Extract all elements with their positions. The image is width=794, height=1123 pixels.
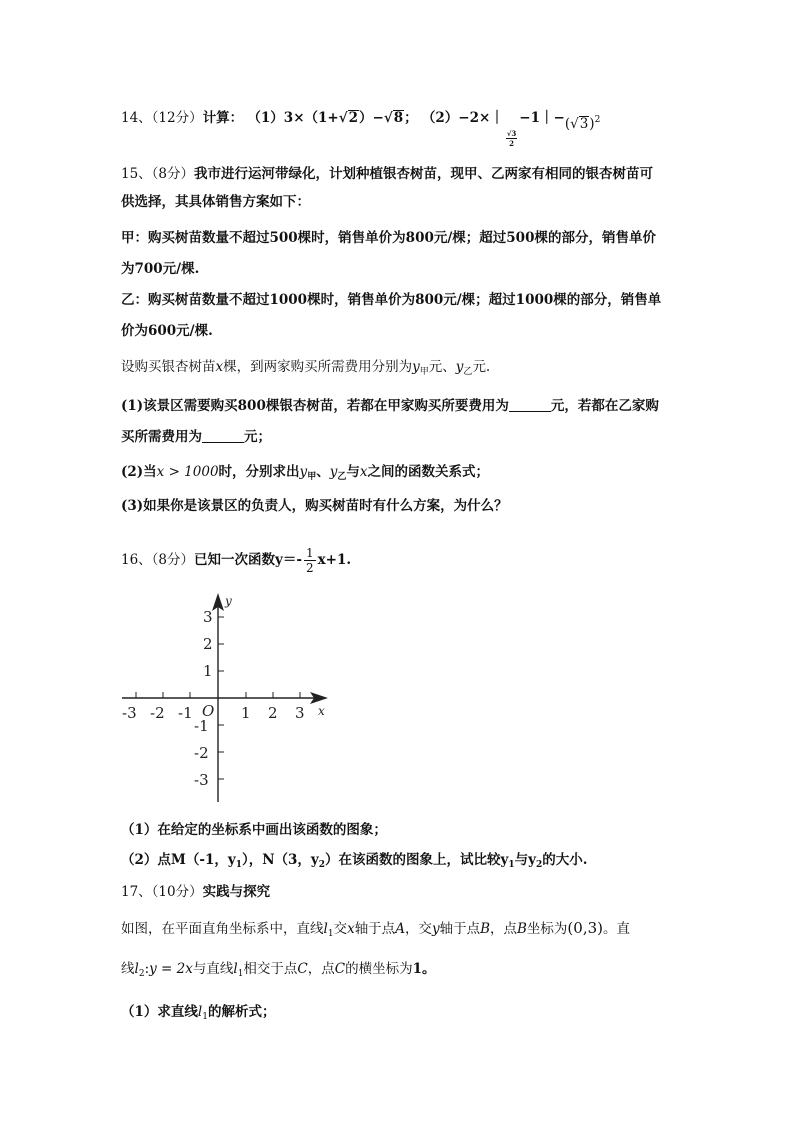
q15-line1: 15、（8分）我市进行运河带绿化，计划种植银杏树苗，现甲、乙两家有相同的银杏树苗可: [121, 166, 654, 182]
q15-setup: 设购买银杏树苗x棵，到两家购买所需费用分别为$y_甲$元、$y_乙$元.: [121, 359, 491, 377]
y-tick-neg1: -1: [194, 717, 209, 735]
y-tick-2: 2: [203, 635, 213, 653]
q14-intro: 计算：: [202, 110, 244, 126]
q15-sub3: (3)如果你是该景区的负责人，购买树苗时有什么方案，为什么？: [121, 498, 508, 514]
y-tick-neg2: -2: [194, 744, 209, 762]
q16-line: 16、（8分）已知一次函数y＝- $\frac{1}{2}$ x+1.: [121, 546, 352, 575]
q17-header: 17、（10分）实践与探究: [121, 884, 271, 900]
x-tick-neg2: -2: [150, 704, 165, 722]
q14-part1: （1）3×（1+√2）−√8；: [247, 110, 418, 126]
q14-line: [121, 108, 600, 148]
x-tick-neg1: -1: [178, 704, 193, 722]
q14-fraction: $\frac{√3}{2}$: [506, 129, 517, 148]
q15-line2: 供选择，其具体销售方案如下：: [121, 194, 310, 210]
q17-label: 17、（10分）: [121, 884, 203, 900]
x-tick-3: 3: [295, 704, 305, 722]
y-axis-label: y: [225, 594, 232, 608]
q15-jia-1: 甲：购买树苗数量不超过500棵时，销售单价为800元/棵；超过500棵的部分，销售单价: [121, 230, 656, 246]
q17-line1: 如图，在平面直角坐标系中，直线$l_1$交x轴于点A，交y轴于点B，点B坐标为(0,3)。直: [121, 919, 630, 939]
y-tick-3: 3: [203, 608, 213, 626]
q17-line2: 线$l_2:y = 2x$与直线$l_1$相交于点C，点C的横坐标为1。: [121, 961, 436, 979]
q17-sub1: （1）求直线$l_1$的解析式；: [121, 1004, 276, 1022]
q14-label: 14、（12分）: [121, 110, 203, 126]
q15-sub2: (2)当x > 1000时，分别求出$y_甲$、$y_乙$与x之间的函数关系式；: [121, 464, 489, 482]
x-axis-label: x: [318, 704, 325, 718]
q16-sub1: （1）在给定的坐标系中画出该函数的图象；: [121, 822, 387, 838]
q14-part2: （2）−2×｜ $\frac{√3}{2}$ $-1|-(√3)^2$: [421, 110, 601, 148]
x-tick-2: 2: [268, 704, 278, 722]
answer-blank-2[interactable]: [202, 428, 244, 443]
q16-fraction: $\frac{1}{2}$: [305, 546, 314, 575]
q15-sub1-line1: (1)该景区需要购买800棵银杏树苗，若都在甲家购买所要费用为 元，若都在乙家购: [121, 398, 659, 414]
q16-label: 16、（8分）: [121, 552, 195, 568]
y-tick-neg3: -3: [194, 771, 209, 789]
y-tick-1: 1: [203, 662, 213, 680]
q15-label: 15、（8分）: [121, 166, 195, 182]
answer-blank-1[interactable]: [509, 397, 551, 412]
coordinate-plane[interactable]: [118, 588, 338, 808]
q15-jia-2: 为700元/棵.: [121, 261, 200, 277]
q16-sub2: （2）点M（-1，$y_1$），N（3，$y_2$）在该函数的图象上，试比较$y_1$与$y_2$的大小.: [121, 852, 588, 870]
x-tick-1: 1: [241, 704, 251, 722]
q15-sub1-line2: 买所需费用为 元；: [121, 429, 271, 445]
x-tick-neg3: -3: [122, 704, 137, 722]
q15-yi-2: 价为600元/棵.: [121, 323, 213, 339]
origin-label: O: [202, 702, 215, 720]
q15-yi-1: 乙：购买树苗数量不超过1000棵时，销售单价为800元/棵；超过1000棵的部分，销售单: [121, 292, 662, 308]
